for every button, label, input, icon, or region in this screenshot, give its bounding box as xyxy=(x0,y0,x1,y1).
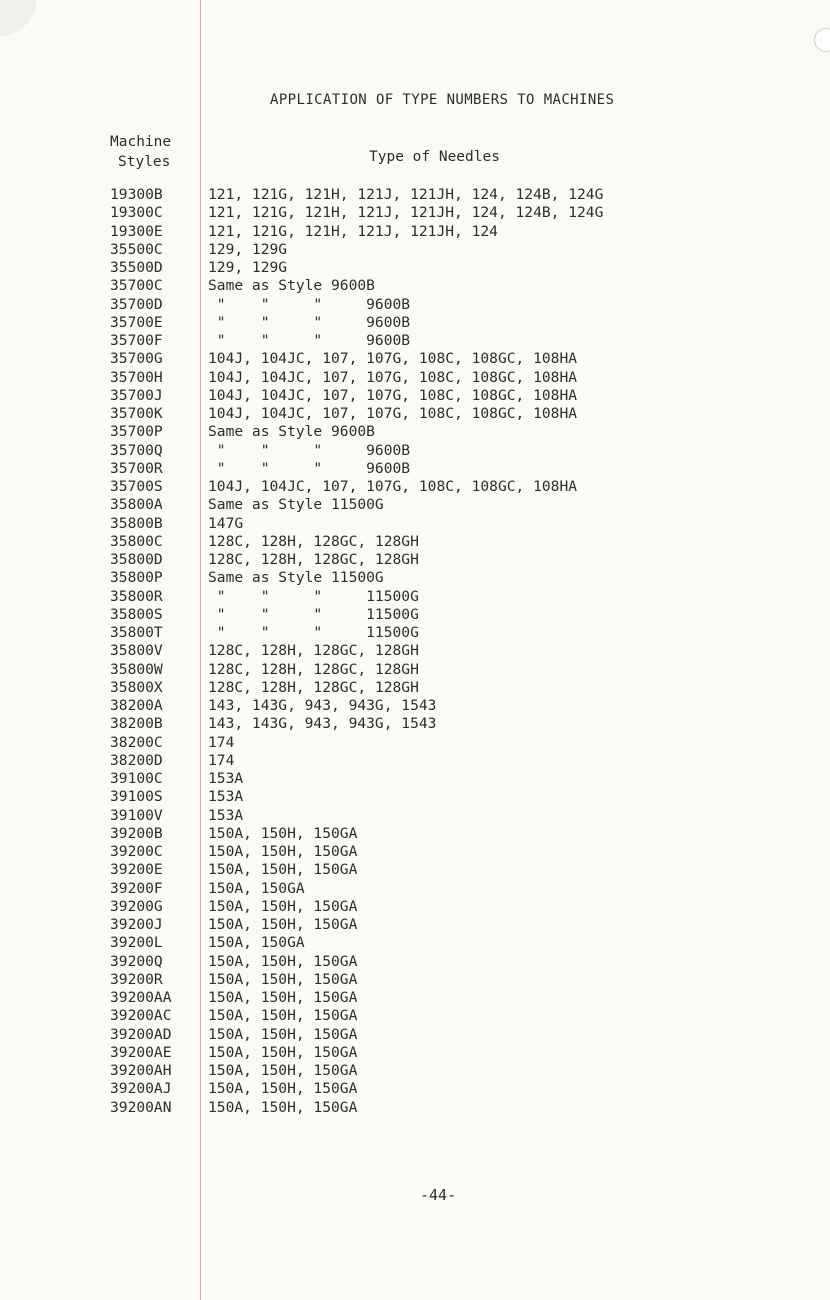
table-row xyxy=(110,697,603,715)
machine-style-cell: 35700F xyxy=(110,332,163,349)
binder-hole xyxy=(814,28,830,52)
needle-types-cell: 129, 129G xyxy=(208,240,288,258)
needle-types-cell: " " " 9600B xyxy=(208,313,411,331)
machine-style-cell: 39200C xyxy=(110,843,163,860)
needle-types-cell: 150A, 150H, 150GA xyxy=(208,989,358,1006)
machine-style-cell: 35800D xyxy=(110,551,163,568)
table-row xyxy=(110,204,603,222)
page-corner xyxy=(0,0,36,36)
machine-style-cell: 35800T xyxy=(110,624,163,641)
machine-style-cell: 39100C xyxy=(110,770,163,787)
table-row xyxy=(110,898,603,916)
needle-types-cell: 121, 121G, 121H, 121J, 121JH, 124 xyxy=(208,222,498,240)
needle-types-cell: " " " 9600B xyxy=(208,459,411,477)
table-row xyxy=(110,861,603,879)
needle-types-cell: 150A, 150H, 150GA xyxy=(208,970,358,988)
table-row xyxy=(110,642,603,660)
machine-style-cell: 35700R xyxy=(110,459,163,477)
needle-types-cell: 153A xyxy=(208,770,244,787)
machine-style-cell: 35800R xyxy=(110,587,163,605)
table-row xyxy=(110,405,603,423)
machine-style-cell: 39200B xyxy=(110,824,163,842)
machine-styles-column-header xyxy=(110,132,171,172)
table-row xyxy=(110,1080,603,1098)
needle-types-cell: 104J, 104JC, 107, 107G, 108C, 108GC, 108HA xyxy=(208,368,578,386)
table-row xyxy=(110,423,603,441)
table-row xyxy=(110,624,603,642)
machine-style-cell: 39200E xyxy=(110,861,163,879)
table-row xyxy=(110,314,603,332)
machine-style-cell: 35700G xyxy=(110,350,163,368)
needle-types-cell: " " " 11500G xyxy=(208,587,419,605)
needle-types-cell: 153A xyxy=(208,788,244,806)
machine-style-cell: 38200C xyxy=(110,733,163,751)
table-row xyxy=(110,788,603,806)
table-row xyxy=(110,715,603,733)
needle-types-cell: " " " 9600B xyxy=(208,332,411,349)
machine-style-cell: 39200R xyxy=(110,970,163,988)
table-row xyxy=(110,1007,603,1025)
machine-style-cell: 39200AA xyxy=(110,989,172,1006)
machine-style-cell: 35700E xyxy=(110,313,163,331)
needle-types-cell: 128C, 128H, 128GC, 128GH xyxy=(208,660,419,678)
table-row xyxy=(110,241,603,259)
table-row xyxy=(110,770,603,788)
table-row xyxy=(110,496,603,514)
needle-types-cell: 147G xyxy=(208,514,244,532)
table-row xyxy=(110,1062,603,1080)
machine-style-cell: 35800W xyxy=(110,660,163,678)
table-row xyxy=(110,296,603,314)
table-row xyxy=(110,551,603,569)
needle-types-cell: 174 xyxy=(208,751,235,769)
needle-types-cell: 143, 143G, 943, 943G, 1543 xyxy=(208,697,437,714)
machine-style-cell: 39200J xyxy=(110,916,163,933)
machine-style-cell: 39100V xyxy=(110,806,163,824)
table-row xyxy=(110,953,603,971)
needle-types-cell: Same as Style 11500G xyxy=(208,569,384,587)
needle-types-cell: 150A, 150H, 150GA xyxy=(208,1098,358,1116)
needle-types-cell: 104J, 104JC, 107, 107G, 108C, 108GC, 108HA xyxy=(208,350,578,368)
needle-types-cell: Same as Style 11500G xyxy=(208,496,384,514)
machine-style-cell: 39100S xyxy=(110,788,163,806)
machine-style-cell: 39200AJ xyxy=(110,1080,172,1098)
needle-types-cell: 150A, 150H, 150GA xyxy=(208,952,358,970)
table-row xyxy=(110,515,603,533)
machine-style-cell: 35800S xyxy=(110,605,163,623)
table-row xyxy=(110,661,603,679)
table-row xyxy=(110,606,603,624)
table-row xyxy=(110,569,603,587)
needle-types-cell: 150A, 150H, 150GA xyxy=(208,824,358,842)
needle-types-cell: 150A, 150H, 150GA xyxy=(208,1043,358,1061)
table-row xyxy=(110,1026,603,1044)
machine-style-cell: 35700Q xyxy=(110,441,163,459)
table-row xyxy=(110,478,603,496)
needle-types-cell: 121, 121G, 121H, 121J, 121JH, 124, 124B, 124G xyxy=(208,186,604,203)
needle-types-cell: 150A, 150H, 150GA xyxy=(208,916,358,933)
needle-types-cell: 150A, 150GA xyxy=(208,934,305,952)
table-row xyxy=(110,1099,603,1117)
machine-style-cell: 39200Q xyxy=(110,952,163,970)
machine-header-line2: Styles xyxy=(118,154,171,170)
machine-header-line1: Machine xyxy=(110,134,172,150)
machine-style-cell: 35800C xyxy=(110,532,163,550)
needle-types-cell: 150A, 150H, 150GA xyxy=(208,1025,358,1043)
table-row xyxy=(110,350,603,368)
needle-types-cell: 150A, 150H, 150GA xyxy=(208,843,358,860)
table-row xyxy=(110,186,603,204)
needle-table xyxy=(110,186,603,1117)
needle-types-cell: 128C, 128H, 128GC, 128GH xyxy=(208,678,419,696)
needle-types-cell: 150A, 150GA xyxy=(208,879,305,897)
table-row xyxy=(110,369,603,387)
machine-style-cell: 19300E xyxy=(110,222,163,240)
machine-style-cell: 35800A xyxy=(110,496,163,514)
table-row xyxy=(110,259,603,277)
needle-types-cell: 104J, 104JC, 107, 107G, 108C, 108GC, 108HA xyxy=(208,386,578,404)
table-row xyxy=(110,442,603,460)
table-row xyxy=(110,533,603,551)
table-row xyxy=(110,971,603,989)
machine-style-cell: 38200A xyxy=(110,697,163,714)
table-row xyxy=(110,387,603,405)
needle-types-cell: 150A, 150H, 150GA xyxy=(208,861,358,879)
table-row xyxy=(110,1044,603,1062)
needle-types-cell: 150A, 150H, 150GA xyxy=(208,897,358,915)
machine-style-cell: 35700P xyxy=(110,423,163,441)
needle-types-cell: 121, 121G, 121H, 121J, 121JH, 124, 124B, 124G xyxy=(208,204,604,222)
needle-types-cell: 150A, 150H, 150GA xyxy=(208,1007,358,1025)
needle-types-cell: 143, 143G, 943, 943G, 1543 xyxy=(208,715,437,733)
page-number: -44- xyxy=(420,1186,457,1204)
table-row xyxy=(110,934,603,952)
machine-style-cell: 35700K xyxy=(110,405,163,422)
table-row xyxy=(110,989,603,1007)
machine-style-cell: 39200F xyxy=(110,879,163,897)
table-row xyxy=(110,807,603,825)
table-row xyxy=(110,752,603,770)
machine-style-cell: 35700C xyxy=(110,277,163,295)
needle-types-cell: " " " 9600B xyxy=(208,295,411,313)
machine-style-cell: 39200AD xyxy=(110,1025,172,1043)
needle-types-cell: 153A xyxy=(208,806,244,824)
machine-style-cell: 35800X xyxy=(110,678,163,696)
machine-style-cell: 38200B xyxy=(110,715,163,733)
machine-style-cell: 35800V xyxy=(110,642,163,660)
machine-style-cell: 39200AN xyxy=(110,1098,172,1116)
needle-types-cell: 150A, 150H, 150GA xyxy=(208,1062,358,1079)
machine-style-cell: 39200AC xyxy=(110,1007,172,1025)
machine-style-cell: 35700D xyxy=(110,295,163,313)
machine-style-cell: 39200L xyxy=(110,934,163,952)
machine-style-cell: 39200AE xyxy=(110,1043,172,1061)
table-row xyxy=(110,277,603,295)
table-row xyxy=(110,734,603,752)
needle-types-cell: 128C, 128H, 128GC, 128GH xyxy=(208,551,419,568)
needle-types-cell: 104J, 104JC, 107, 107G, 108C, 108GC, 108HA xyxy=(208,405,578,422)
machine-style-cell: 19300B xyxy=(110,186,163,203)
machine-style-cell: 39200G xyxy=(110,897,163,915)
table-row xyxy=(110,588,603,606)
machine-style-cell: 38200D xyxy=(110,751,163,769)
machine-style-cell: 35700J xyxy=(110,386,163,404)
machine-style-cell: 35700S xyxy=(110,478,163,495)
machine-style-cell: 35800B xyxy=(110,514,163,532)
needles-column-header: Type of Needles xyxy=(369,149,500,165)
needle-types-cell: 150A, 150H, 150GA xyxy=(208,1080,358,1098)
needle-types-cell: 128C, 128H, 128GC, 128GH xyxy=(208,642,419,660)
machine-style-cell: 35800P xyxy=(110,569,163,587)
table-row xyxy=(110,916,603,934)
needle-types-cell: Same as Style 9600B xyxy=(208,423,375,441)
table-row xyxy=(110,843,603,861)
needle-types-cell: " " " 9600B xyxy=(208,441,411,459)
machine-style-cell: 39200AH xyxy=(110,1062,172,1079)
page-heading: APPLICATION OF TYPE NUMBERS TO MACHINES xyxy=(270,92,615,108)
needle-types-cell: 128C, 128H, 128GC, 128GH xyxy=(208,532,419,550)
table-row xyxy=(110,679,603,697)
table-row xyxy=(110,223,603,241)
table-row xyxy=(110,825,603,843)
needle-types-cell: Same as Style 9600B xyxy=(208,277,375,295)
needle-types-cell: " " " 11500G xyxy=(208,605,419,623)
machine-style-cell: 35500C xyxy=(110,240,163,258)
table-row xyxy=(110,460,603,478)
needle-types-cell: 174 xyxy=(208,733,235,751)
table-row xyxy=(110,880,603,898)
needle-types-cell: 129, 129G xyxy=(208,259,288,276)
machine-style-cell: 35700H xyxy=(110,368,163,386)
machine-style-cell: 35500D xyxy=(110,259,163,276)
needle-types-cell: " " " 11500G xyxy=(208,624,419,641)
machine-style-cell: 19300C xyxy=(110,204,163,222)
table-row xyxy=(110,332,603,350)
needle-types-cell: 104J, 104JC, 107, 107G, 108C, 108GC, 108HA xyxy=(208,478,578,495)
